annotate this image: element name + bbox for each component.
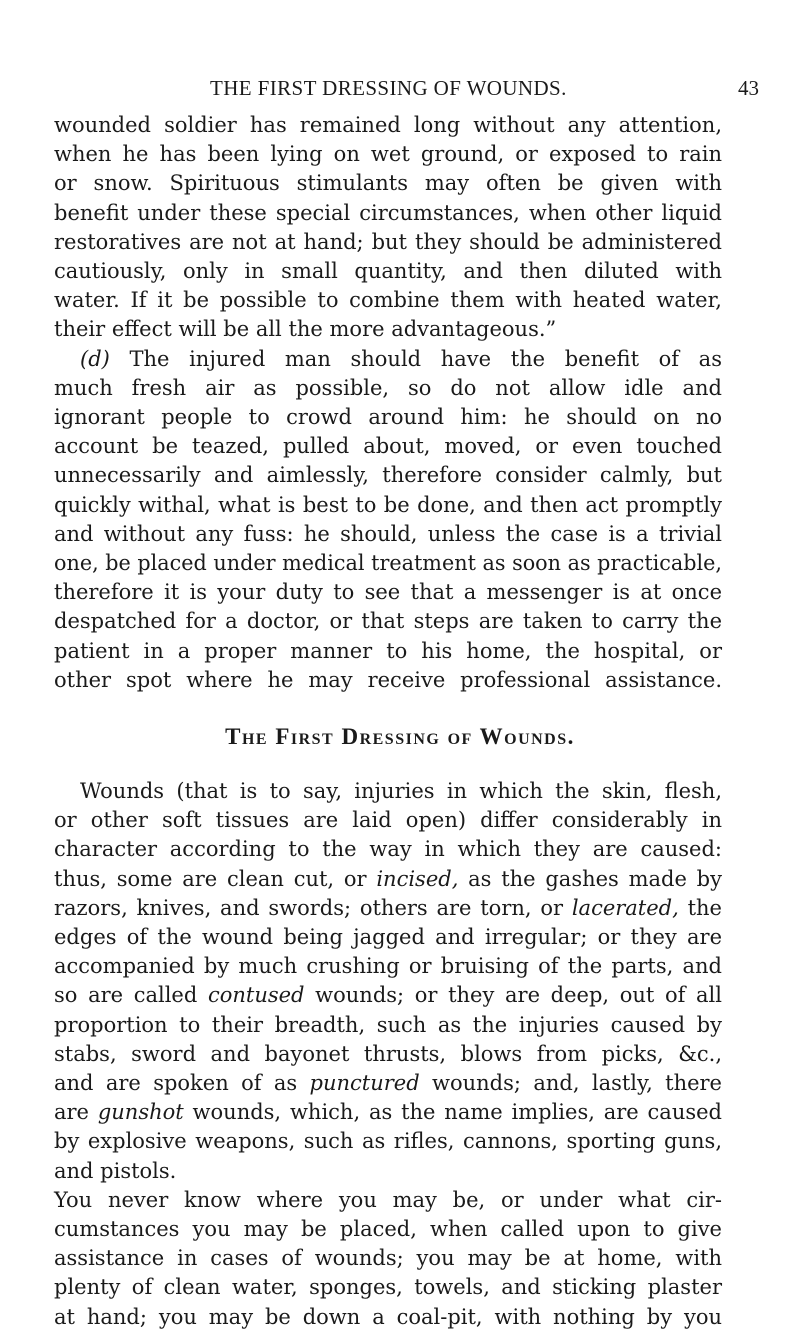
text-line: thus, some are clean cut, or incised, as the gashes made by — [54, 867, 722, 891]
text-line: cumstances you may be placed, when called upon to give — [54, 1217, 722, 1241]
text-line: wounded soldier has remained long without any attention, — [54, 113, 722, 137]
term-gunshot: gunshot — [97, 1100, 184, 1124]
text-line: benefit under these special circumstances, when other liquid — [54, 201, 722, 225]
text-line: water. If it be possible to combine them with heated water, — [54, 288, 722, 312]
text-line: much fresh air as possible, so do not allow idle and — [54, 376, 722, 400]
text-line: one, be placed under medical treatment as soon as practicable, — [54, 551, 723, 575]
text-line: or other soft tissues are laid open) differ considerably in — [54, 808, 722, 832]
text-line: account be teazed, pulled about, moved, or even touched — [54, 434, 722, 458]
term-lacerated: lacerated, — [571, 896, 679, 920]
text-line: and pistols. — [54, 1159, 177, 1183]
text-line: are gunshot wounds, which, as the name implies, are caused — [54, 1100, 722, 1124]
running-head-title: THE FIRST DRESSING OF WOUNDS. — [210, 76, 567, 100]
text-line: quickly withal, what is best to be done, and then act promptly — [54, 493, 722, 517]
text-line: You never know where you may be, or under what cir- — [54, 1188, 722, 1212]
term-incised: incised, — [376, 867, 459, 891]
text-line: ignorant people to crowd around him: he should on no — [54, 405, 722, 429]
text-line: by explosive weapons, such as rifles, cannons, sporting guns, — [54, 1129, 722, 1153]
text-line: accompanied by much crushing or bruising of the parts, and — [54, 954, 722, 978]
text-line: despatched for a doctor, or that steps are taken to carry the — [54, 609, 722, 633]
text-line: razors, knives, and swords; others are torn, or lacerated, the — [54, 896, 722, 920]
paragraph-marker: (d) — [80, 347, 110, 371]
text-line: and are spoken of as punctured wounds; and, lastly, there — [54, 1071, 722, 1095]
text-line: edges of the wound being jagged and irregular; or they are — [54, 925, 722, 949]
text-line: proportion to their breadth, such as the injuries caused by — [54, 1013, 722, 1037]
text-line: unnecessarily and aimlessly, therefore consider calmly, but — [54, 463, 722, 487]
text-line: assistance in cases of wounds; you may be at home, with — [54, 1246, 722, 1270]
text-line: at hand; you may be down a coal-pit, with nothing by you — [54, 1305, 722, 1329]
text-line: (d) The injured man should have the benefit of as — [80, 347, 722, 371]
text-line: so are called contused wounds; or they are deep, out of all — [54, 983, 722, 1007]
text-line: when he has been lying on wet ground, or exposed to rain — [54, 142, 722, 166]
term-punctured: punctured — [309, 1071, 420, 1095]
text-line: their effect will be all the more advantageous.” — [54, 317, 557, 341]
text-line: plenty of clean water, sponges, towels, and sticking plaster — [54, 1275, 722, 1299]
text-line: therefore it is your duty to see that a messenger is at once — [54, 580, 722, 604]
text-line: restoratives are not at hand; but they should be administered — [54, 230, 722, 254]
section-heading: The First Dressing of Wounds. — [225, 724, 575, 749]
text-line: other spot where he may receive professional assistance. — [54, 668, 722, 692]
text-line: patient in a proper manner to his home, the hospital, or — [54, 639, 722, 663]
term-contused: contused — [207, 983, 305, 1007]
text-line: cautiously, only in small quantity, and then diluted with — [54, 259, 722, 283]
text-line: stabs, sword and bayonet thrusts, blows from picks, &c., — [54, 1042, 722, 1066]
text-line: and without any fuss: he should, unless the case is a trivial — [54, 522, 722, 546]
text-line: character according to the way in which they are caused: — [54, 837, 722, 861]
page-number: 43 — [738, 76, 759, 100]
text-line: Wounds (that is to say, injuries in which the skin, flesh, — [80, 779, 722, 803]
text-line: or snow. Spirituous stimulants may often be given with — [54, 171, 722, 195]
